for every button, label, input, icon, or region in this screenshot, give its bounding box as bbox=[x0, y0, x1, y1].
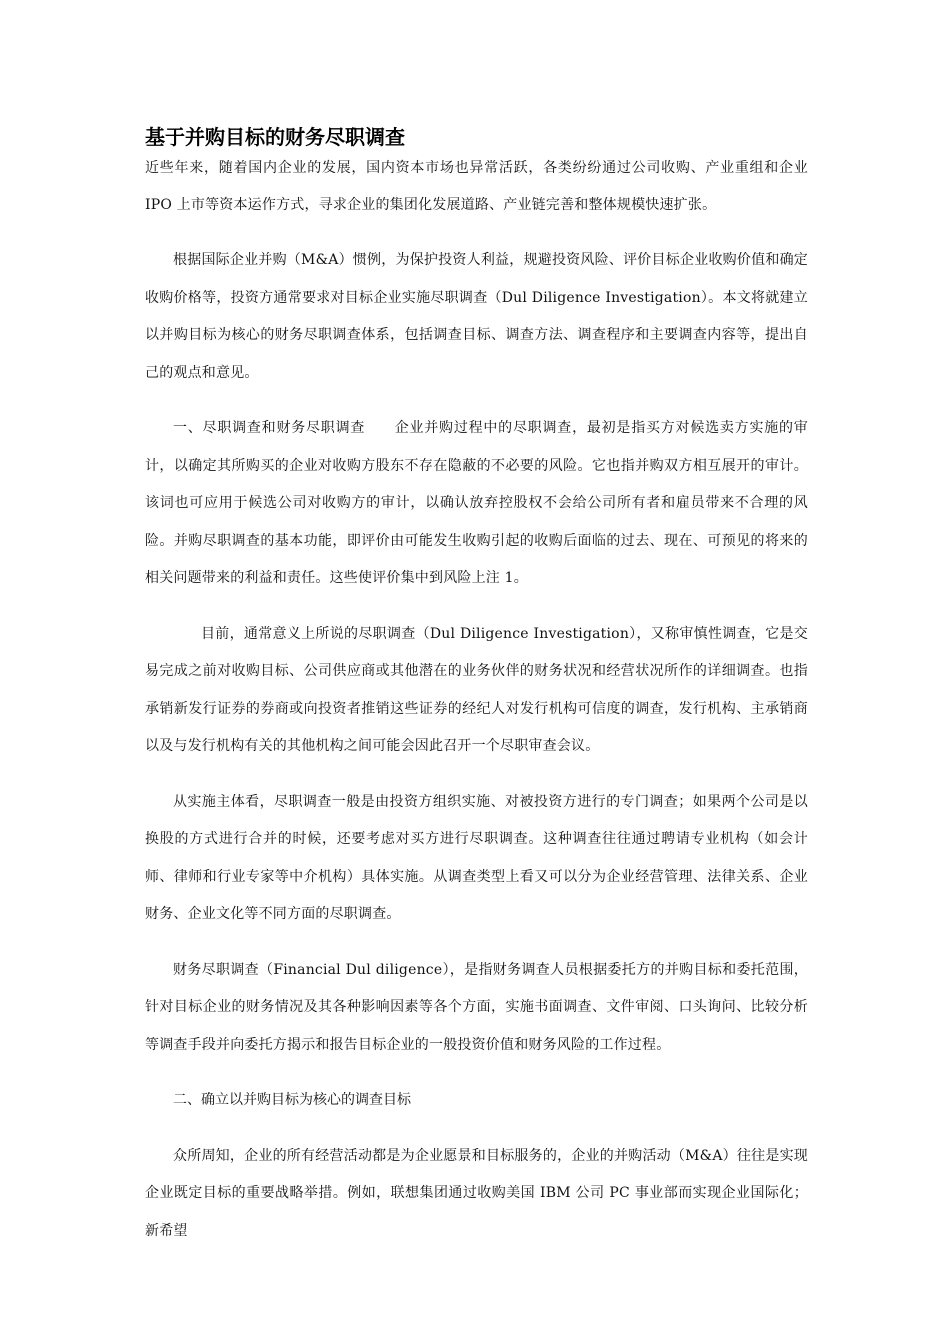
paragraph-implementation-subject: 从实施主体看，尽职调查一般是由投资方组织实施、对被投资方进行的专门调查；如果两个公司是以换股的方式进行合并的时候，还要考虑对买方进行尽职调查。这种调查往往通过聘请专业机构（如会计师、律师和行业专家等中介机构）具体实施。从调查类型上看又可以分为企业经营管理、法律关系、企业财务、企业文化等不同方面的尽职调查。 bbox=[145, 793, 808, 922]
section-heading-two: 二、确立以并购目标为核心的调查目标 bbox=[173, 1092, 411, 1108]
paragraph-financial-due-diligence: 财务尽职调查（Financial Dul diligence），是指财务调查人员根据委托方的并购目标和委托范围，针对目标企业的财务情况及其各种影响因素等各个方面，实施书面调查、文件审阅、口头询问、比较分析等调查手段并向委托方揭示和报告目标企业的一般投资价值和财务风险的工作过程。 bbox=[145, 961, 808, 1053]
document-page bbox=[145, 124, 808, 1268]
paragraph-due-diligence-definition: 目前，通常意义上所说的尽职调查（Dul Diligence Investigation），又称审慎性调查，它是交易完成之前对收购目标、公司供应商或其他潜在的业务伙伴的财务状况和经营状况所作的详细调查。也指承销新发行证券的券商或向投资者推销这些证券的经纪人对发行机构可信度的调查，发行机构、主承销商以及与发行机构有关的其他机构之间可能会因此召开一个尽职审查会议。 bbox=[145, 625, 808, 754]
paragraph-enterprise-goals: 众所周知，企业的所有经营活动都是为企业愿景和目标服务的，企业的并购活动（M&A）往往是实现企业既定目标的重要战略举措。例如，联想集团通过收购美国 IBM 公司 PC 事业部而实现企业国际化；新希望 bbox=[145, 1147, 808, 1239]
paragraph-intro: 近些年来，随着国内企业的发展，国内资本市场也异常活跃，各类纷纷通过公司收购、产业重组和企业 IPO 上市等资本运作方式，寻求企业的集团化发展道路、产业链完善和整体规模快速扩张。 bbox=[145, 160, 808, 213]
paragraph-section-one: 一、尽职调查和财务尽职调查 企业并购过程中的尽职调查，最初是指买方对候选卖方实施的审计，以确定其所购买的企业对收购方股东不存在隐蔽的不必要的风险。它也指并购双方相互展开的审计。该词也可应用于候选公司对收购方的审计，以确认放弃控股权不会给公司所有者和雇员带来不合理的风险。并购尽职调查的基本功能，即评价由可能发生收购引起的收购后面临的过去、现在、可预见的将来的相关问题带来的利益和责任。这些使评价集中到风险上注 1。 bbox=[145, 420, 808, 586]
paragraph-ma-practice: 根据国际企业并购（M&A）惯例，为保护投资人利益，规避投资风险、评价目标企业收购价值和确定收购价格等，投资方通常要求对目标企业实施尽职调查（Dul Diligence Investigation）。本文将就建立以并购目标为核心的财务尽职调查体系，包括调查目标、调查方法、调查程序和主要调查内容等，提出自己的观点和意见。 bbox=[145, 252, 808, 381]
document-title: 基于并购目标的财务尽职调查 bbox=[145, 125, 405, 149]
